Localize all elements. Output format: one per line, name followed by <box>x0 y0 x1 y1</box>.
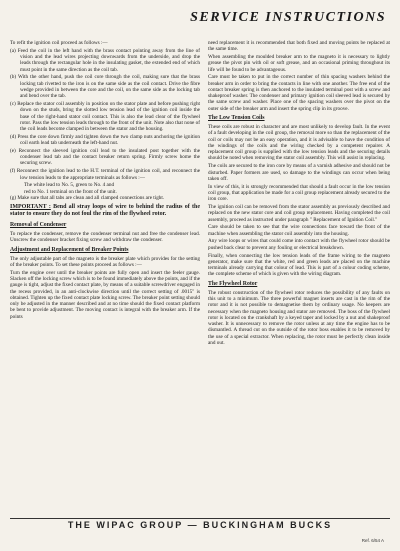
step-c: (c) Replace the stator coil assembly in position on the stator plate and before pushing right down on the studs, bring the slotted low tension lead of the ignition coil inside the base of the right-hand stator coil contact. This is also the lead clear of the flywheel rotor. Pass the low tension leads through to the front of the unit. Note also that none of the coil leads become clamped in between the stator and the housing. <box>10 101 200 133</box>
coil-paragraph-3: In view of this, it is strongly recommended that should a fault occur in the low tension coil group, that application be made for a coil group replacement already secured to the iron core. <box>208 183 390 203</box>
intro-text: To refit the ignition coil proceed as follows :— <box>10 40 108 46</box>
adjust-paragraph-1: The only adjustable part of the magneto is the breaker plate which provides for the setting of the breaker points. To set these points proceed as follows :— <box>10 255 200 268</box>
wiring-line-2: red to No. 1 terminal on the front of the unit. <box>24 188 117 195</box>
wiring-line-1: The white lead to No. 5, green to No. 4 and <box>24 182 115 189</box>
adjust-paragraph-2: Turn the engine over until the breaker points are fully open and insert the feeler gauge. Slacken off the locking screw which is to be found immediately above the points, and if the gauge is tight, adjust the fixed contact plate, by means of a suitable screwdriver engaged in the recess provided, in an anti-clockwise direction until the correct setting of .0015" is obtained. Tighten up the fixed contact plate locking screw. The breaker point setting should only be adjusted in the manner described and at no time should the fixed contact platform be bent to provide adjustment. The moving contact is integral with the breaker arm. If the points <box>10 269 200 320</box>
flywheel-paragraph-1: The robust construction of the flywheel rotor reduces the possibility of any faults on this unit to a minimum. The three powerful magnet inserts are cast in the rim of the rotor and it is not possible to demagnetise them by ordinary usage. No keepers are necessary when the magneto housing and stator are removed. The boss of the flywheel rotor is located on the crankshaft by a keyed taper and locked by a nut and shakeproof washer. It is unnecessary to remove the rotor unless at any time the engine has to be dismantled. A thread cut on the outside of the rotor boss enables it to be removed by the use of a special extractor. When replacing, the rotor must be perfectly clean inside and out. <box>208 289 390 346</box>
coil-paragraph-2: The coils are secured to the iron core by means of a varnish adhesive and should not be disturbed. Paper formers are used, so damage to the windings can occur when being taken off. <box>208 163 390 182</box>
step-f: (f) Reconnect the ignition lead to the H.T. terminal of the ignition coil, and reconnect the low tension leads to the appropriate terminals as follows :— <box>10 168 200 181</box>
coil-paragraph-5: Care should be taken to see that the wire connections face toward the front of the machine when assembling the stator coil assembly into the housing. <box>208 224 390 237</box>
left-column <box>10 40 200 321</box>
page-title: SERVICE INSTRUCTIONS <box>190 10 386 25</box>
step-b: (b) With the other hand, push the coil core through the coil, making sure that the brass locking tab rivetted to the iron is on the same side as the coil contact. Drive the fibre wedge provided in between the core and the coil, on the same side as the locking tab and bend over the tab. <box>10 74 200 100</box>
footer-divider <box>10 518 390 519</box>
right-paragraph-2: When assembling the moulded breaker arm to the magneto it is necessary to lightly grease the pivot pin with oil or soft grease, and an occasional priming throughout its life will be found to be advantageous. <box>208 54 390 73</box>
important-label: IMPORTANT : <box>10 204 51 211</box>
removal-text: To replace the condenser, remove the condenser terminal nut and free the condenser lead. Unscrew the condenser bracket fixing screw and withdraw the condenser. <box>10 230 200 244</box>
footer-company: THE WIPAC GROUP — BUCKINGHAM BUCKS <box>67 520 333 530</box>
right-paragraph-1: need replacement it is recommended that both fixed and moving points be replaced at the same time. <box>208 40 390 53</box>
step-d: (d) Press the core down firmly and tighten down the two clamp nuts anchoring the ignition coil earth lead tab underneath the left-hand nut. <box>10 133 200 147</box>
important-text: Bend all stray loops of wire to behind the radius of the stator to ensure they do not foul the rim of the flywheel rotor. <box>10 204 200 218</box>
coil-paragraph-6: Any wire loops or wires that could come into contact with the flywheel rotor should be pushed back clear to prevent any fouling or electrical breakdown. <box>208 238 390 251</box>
step-e: (e) Reconnect the sleeved ignition coil lead to the insulated post together with the condenser lead tab and the contact breaker return spring. Firmly screw home the securing screw. <box>10 147 200 167</box>
reference-code: Ref. 6/54 A <box>361 538 384 543</box>
step-a: (a) Feed the coil in the left hand with the brass contact pointing away from the line of vision and the lead wires projecting downwards from the underside, and drop the leads through the rectangular hole in the insulating gasket, the extended end of which must point in the same direction as the coil tab. <box>10 47 200 73</box>
step-g: (g) Make sure that all tabs are clean and all clamped connections are tight. <box>10 194 165 201</box>
flywheel-heading: The Flywheel Rotor <box>208 281 258 288</box>
coil-paragraph-4: The ignition coil can be removed from the stator assembly as previously described and replaced on the new stator core and coil group replacement. Having completed the coil assembly, proceed as instructed under paragraph " Replacement of Ignition Coil." <box>208 204 390 223</box>
important-note <box>10 204 200 218</box>
coil-paragraph-7: Finally, when connecting the low tension leads of the frame wiring to the magneto generator, make sure that the white, red and green leads are placed on the machine terminals already carrying that colour of lead. This is part of a colour coding scheme, the complete scheme of which is given with the wiring diagram. <box>208 252 390 278</box>
right-column <box>208 40 390 348</box>
removal-heading: Removal of Condenser <box>10 222 67 229</box>
adjust-heading: Adjustment and Replacement of Breaker Points <box>10 246 129 253</box>
right-paragraph-3: Care must be taken to put in the correct number of thin spacing washers behind the breaker arm in order to bring the contacts in line with one another. The free end of the contact breaker spring is then anchored to the insulated terminal post with a screw and shakeproof washer. The condenser and primary ignition coil sleeved lead is secured by the same screw and washer. Place one of the spacing washers over the pivot on the outer side of the breaker arm and insert the spring clip in its groove. <box>208 74 390 112</box>
coil-heading: The Low Tension Coils <box>208 115 265 122</box>
coil-paragraph-1: These coils are robust in character and are most unlikely to develop fault. In the event of a fault developing in the coil group, the removal more so than the replacement of the coil or coils may not be an easy operation, and it is advisable to have the condition of the windings of the coils and the wiring checked by a competent repairer. A replacement coil group is supplied with the low tension leads and the securing details should be noted when removing the stator coil assembly. This will assist in replacing. <box>208 124 390 162</box>
